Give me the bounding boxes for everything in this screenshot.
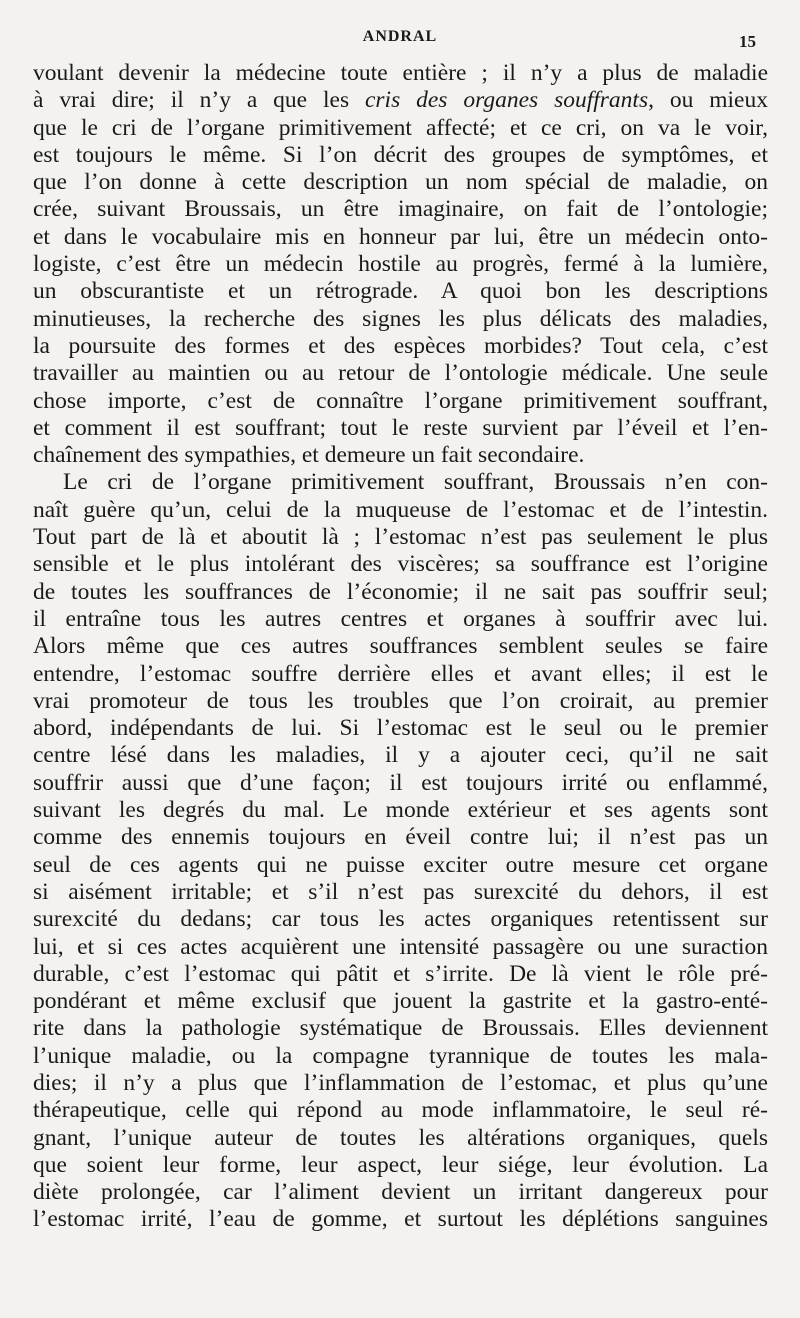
- text-segment: travailler au maintien ou au retour de l’ontologie médicale. Une seule: [33, 360, 768, 387]
- text-segment: que soient leur forme, leur aspect, leur siége, leur évolution. La: [33, 1151, 768, 1178]
- text-segment: surexcité du dedans; car tous les actes organiques retentissent sur: [33, 906, 768, 933]
- text-line: [33, 497, 768, 524]
- text-line: [33, 251, 768, 278]
- text-segment: seul de ces agents qui ne puisse exciter outre mesure cet organe: [33, 851, 768, 878]
- text-segment: entendre, l’estomac souffre derrière elles et avant elles; il est le: [33, 660, 768, 687]
- text-line: [33, 278, 768, 305]
- text-segment: voulant devenir la médecine toute entière ; il n’y a plus de maladie: [33, 60, 768, 86]
- text-segment: logiste, c’est être un médecin hostile au progrès, fermé à la lumière,: [33, 251, 768, 278]
- text-line: [33, 1206, 768, 1233]
- text-line: [33, 115, 768, 142]
- text-segment: suivant les degrés du mal. Le monde extérieur et ses agents sont: [33, 797, 768, 824]
- text-line: [33, 469, 768, 496]
- text-line: [33, 196, 768, 223]
- text-line: [33, 606, 768, 633]
- text-line: [33, 879, 768, 906]
- text-line: [33, 988, 768, 1015]
- text-line: [33, 661, 768, 688]
- text-segment: et comment il est souffrant; tout le reste survient par l’éveil et l’en-: [33, 414, 768, 441]
- text-segment: la poursuite des formes et des espèces morbides? Tout cela, c’est: [33, 332, 768, 359]
- text-line: [33, 688, 768, 715]
- italic-text-segment: cris des organes souffrants: [364, 87, 649, 114]
- text-segment: est toujours le même. Si l’on décrit des groupes de symptômes, et: [33, 141, 768, 168]
- text-segment: que l’on donne à cette description un nom spécial de maladie, on: [33, 169, 768, 196]
- text-line: [33, 906, 768, 933]
- text-line: [33, 360, 768, 387]
- text-segment: chaînement des sympathies, et demeure un fait secondaire.: [33, 442, 585, 469]
- text-line: [33, 742, 768, 769]
- text-segment: Tout part de là et aboutit là ; l’estomac n’est pas seulement le plus: [33, 524, 768, 551]
- text-line: [33, 1015, 768, 1042]
- text-segment: durable, c’est l’estomac qui pâtit et s’irrite. De là vient le rôle pré-: [33, 960, 768, 987]
- text-segment: gnant, l’unique auteur de toutes les altérations organiques, quels: [33, 1124, 768, 1151]
- text-segment: naît guère qu’un, celui de la muqueuse de l’estomac et de l’intestin.: [33, 496, 768, 523]
- text-segment: sensible et le plus intolérant des viscères; sa souffrance est l’origine: [33, 551, 768, 578]
- text-segment: abord, indépendants de lui. Si l’estomac est le seul ou le premier: [33, 715, 768, 742]
- text-line: [33, 524, 768, 551]
- page-number: 15: [739, 32, 756, 51]
- text-line: [33, 333, 768, 360]
- text-line: [33, 60, 768, 87]
- text-segment: chose importe, c’est de connaître l’organe primitivement souffrant,: [33, 387, 768, 414]
- text-segment: si aisément irritable; et s’il n’est pas surexcité du dehors, il est: [33, 878, 768, 905]
- body-text: [33, 60, 768, 1234]
- text-segment: rite dans la pathologie systématique de Broussais. Elles deviennent: [33, 1015, 768, 1042]
- text-segment: que le cri de l’organe primitivement affecté; et ce cri, on va le voir,: [33, 114, 768, 141]
- text-line: [33, 797, 768, 824]
- text-segment: vrai promoteur de tous les troubles que l’on croirait, au premier: [33, 687, 768, 714]
- text-line: [33, 961, 768, 988]
- text-segment: thérapeutique, celle qui répond au mode inflammatoire, le seul ré-: [33, 1097, 768, 1124]
- text-line: [33, 1043, 768, 1070]
- text-segment: centre lésé dans les maladies, il y a ajouter ceci, qu’il ne sait: [33, 742, 768, 769]
- text-line: [33, 306, 768, 333]
- text-line: [33, 442, 768, 469]
- text-line: [33, 169, 768, 196]
- running-head: [0, 28, 800, 52]
- text-segment: Le cri de l’organe primitivement souffrant, Broussais n’en con-: [63, 469, 768, 496]
- text-segment: de toutes les souffrances de l’économie; il ne sait pas souffrir seul;: [33, 578, 768, 605]
- text-segment: comme des ennemis toujours en éveil contre lui; il n’est pas un: [33, 824, 768, 851]
- text-segment: diète prolongée, car l’aliment devient un irritant dangereux pour: [33, 1179, 768, 1206]
- text-segment: dies; il n’y a plus que l’inflammation de l’estomac, et plus qu’une: [33, 1069, 768, 1096]
- text-line: [33, 224, 768, 251]
- text-line: [33, 1152, 768, 1179]
- text-segment: Alors même que ces autres souffrances semblent seules se faire: [33, 633, 768, 660]
- text-line: [33, 142, 768, 169]
- text-line: [33, 633, 768, 660]
- text-line: [33, 87, 768, 114]
- text-segment: il entraîne tous les autres centres et organes à souffrir avec lui.: [33, 605, 768, 632]
- text-line: [33, 579, 768, 606]
- text-line: [33, 1097, 768, 1124]
- text-line: [33, 1125, 768, 1152]
- text-line: [33, 824, 768, 851]
- text-line: [33, 715, 768, 742]
- text-segment: l’estomac irrité, l’eau de gomme, et surtout les déplétions sanguines: [33, 1206, 768, 1233]
- text-segment: pondérant et même exclusif que jouent la gastrite et la gastro-enté-: [33, 988, 768, 1015]
- text-line: [33, 388, 768, 415]
- text-line: [33, 934, 768, 961]
- text-segment: un obscurantiste et un rétrograde. A quoi bon les descriptions: [33, 278, 768, 305]
- text-segment: l’unique maladie, ou la compagne tyrannique de toutes les mala-: [33, 1042, 768, 1069]
- text-line: [33, 852, 768, 879]
- running-title: ANDRAL: [362, 28, 438, 45]
- text-line: [33, 770, 768, 797]
- text-segment: crée, suivant Broussais, un être imaginaire, on fait de l’ontologie;: [33, 196, 768, 223]
- text-segment: , ou mieux: [648, 87, 768, 114]
- text-segment: et dans le vocabulaire mis en honneur par lui, être un médecin onto-: [33, 223, 768, 250]
- text-line: [33, 1179, 768, 1206]
- text-segment: souffrir aussi que d’une façon; il est toujours irrité ou enflammé,: [33, 769, 768, 796]
- text-line: [33, 551, 768, 578]
- text-segment: minutieuses, la recherche des signes les plus délicats des maladies,: [33, 305, 768, 332]
- text-segment: à vrai dire; il n’y a que les: [33, 87, 365, 114]
- text-segment: lui, et si ces actes acquièrent une intensité passagère ou une suraction: [33, 933, 768, 960]
- text-line: [33, 1070, 768, 1097]
- text-line: [33, 415, 768, 442]
